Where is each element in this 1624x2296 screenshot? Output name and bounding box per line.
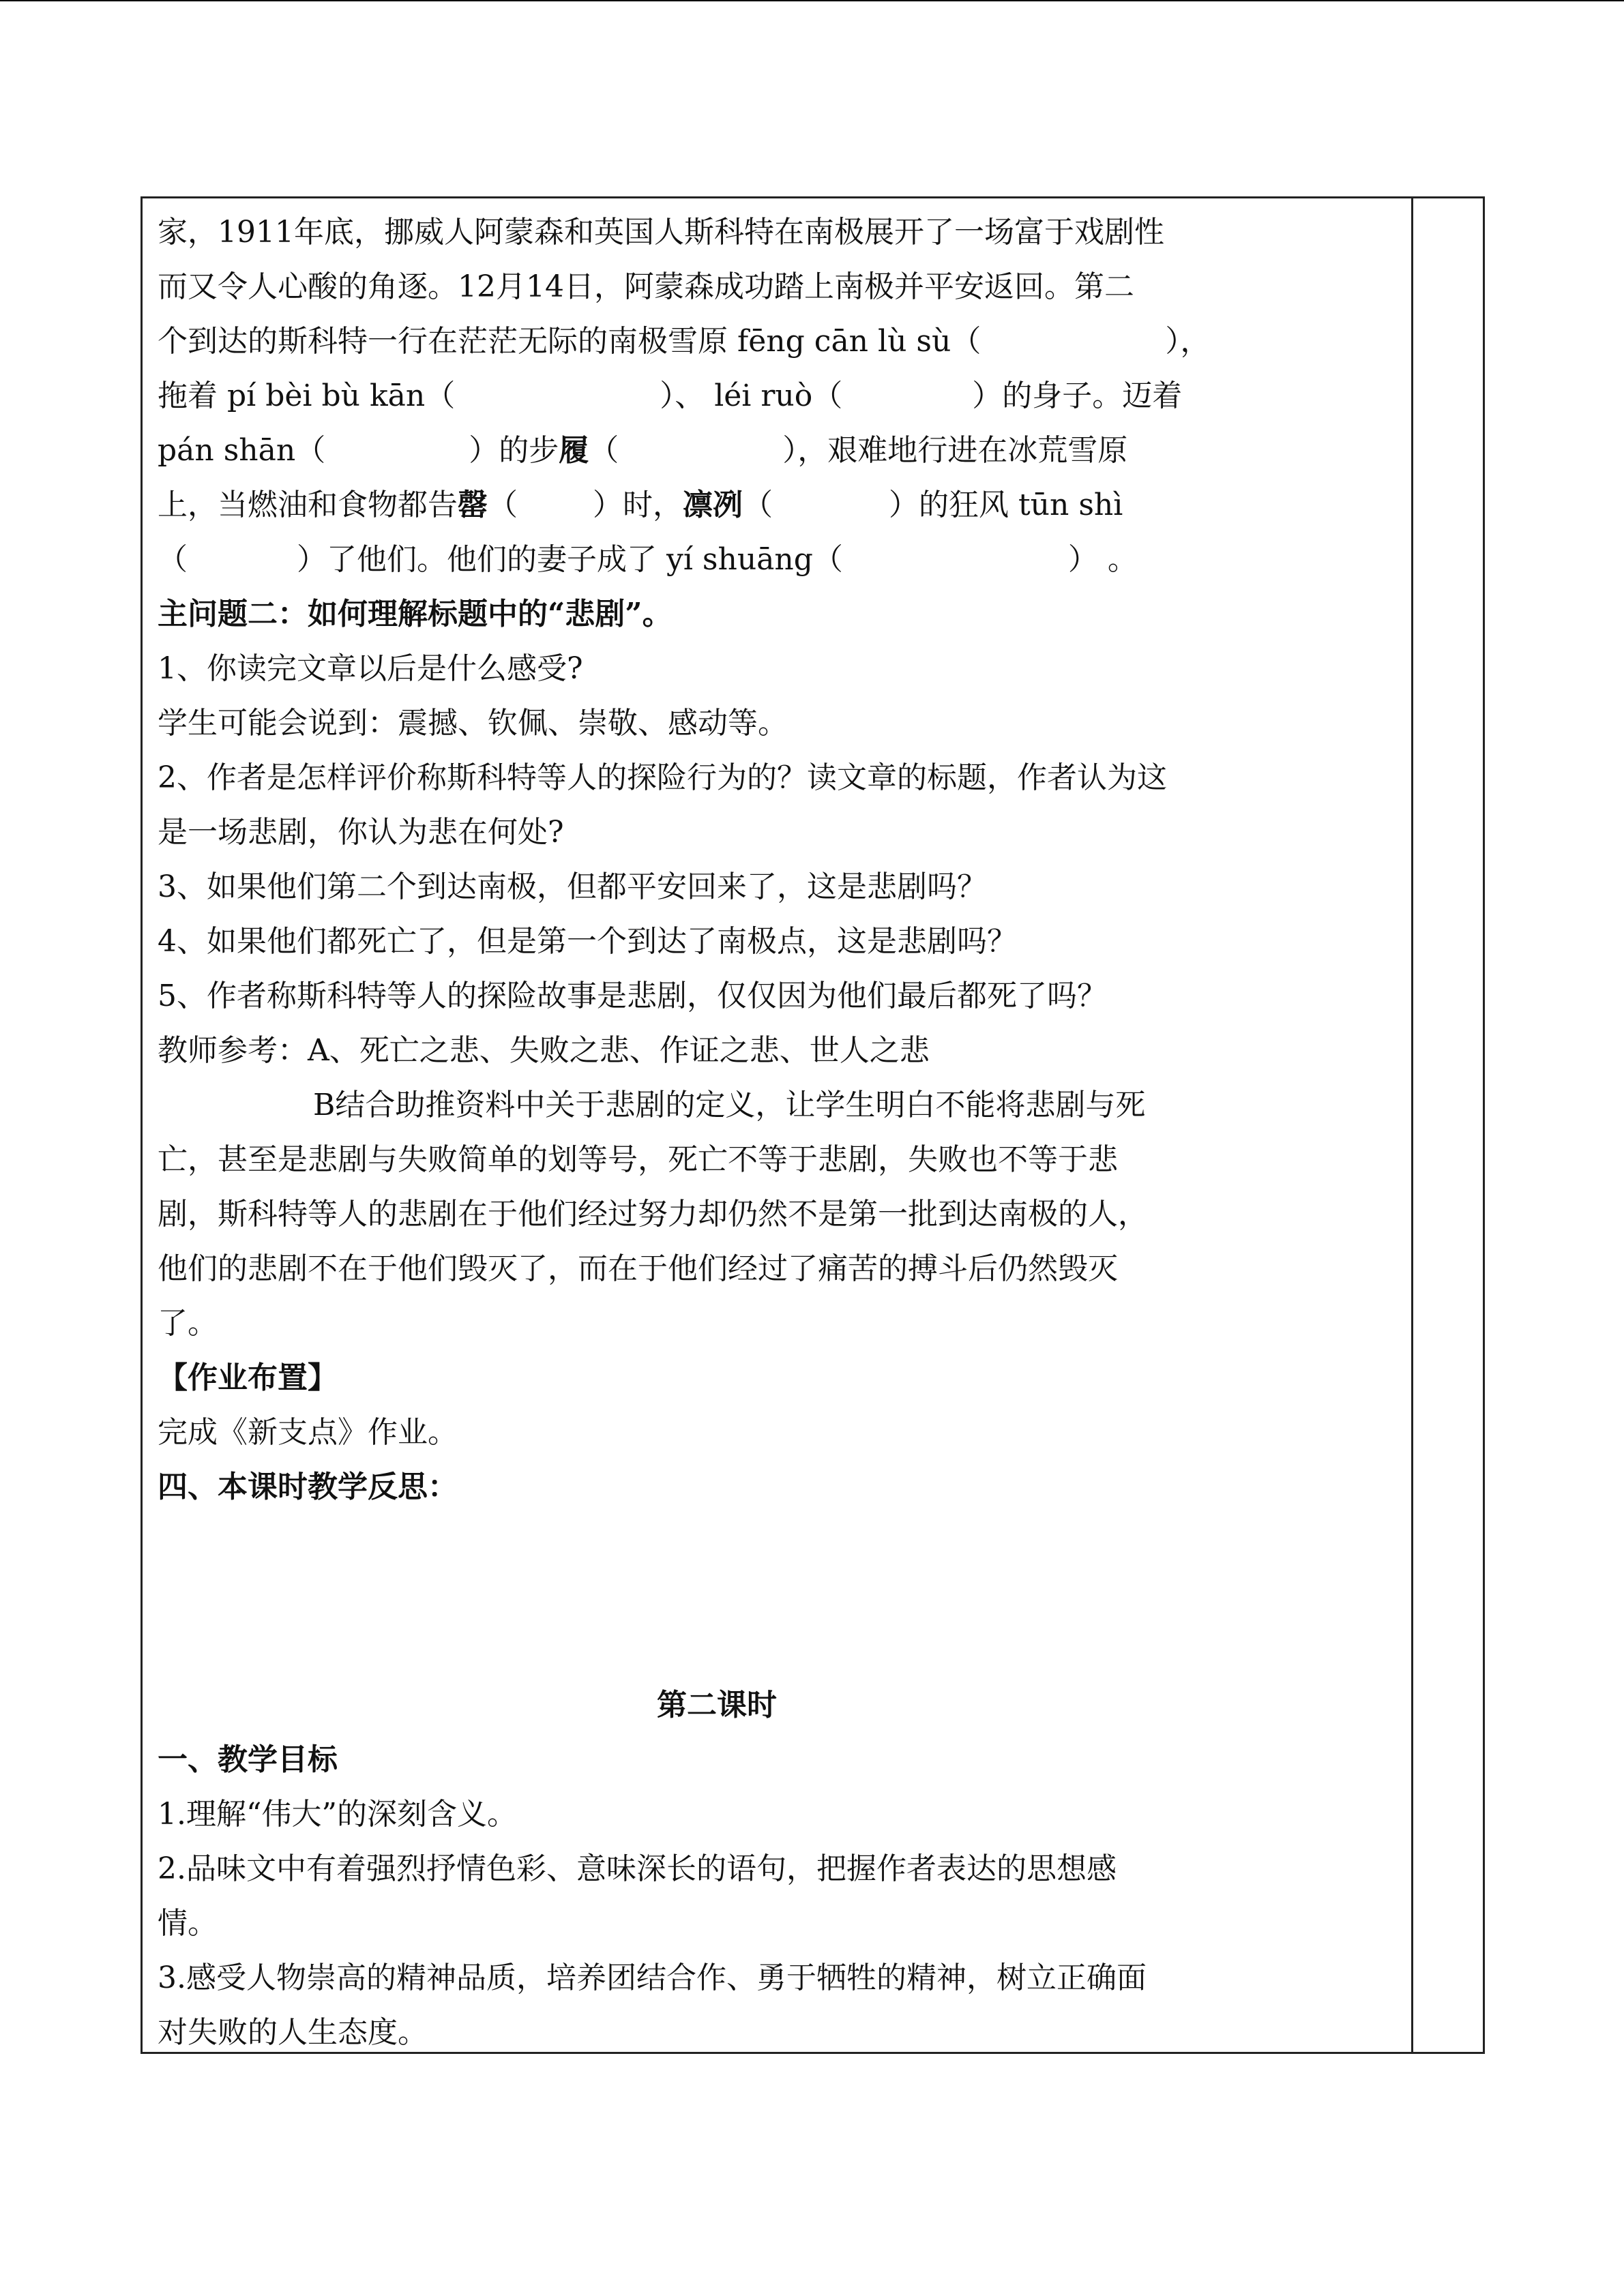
text-segment: 个到达的斯科特一行在茫茫无际的南极雪原 fēng cān lù sù（ xyxy=(158,324,981,359)
text-segment: ）时， xyxy=(593,488,683,522)
text-segment: ），艰难地行进在冰荒雪原 xyxy=(782,433,1128,468)
goal-item: 1.理解“伟大”的深刻含义。 xyxy=(158,1797,517,1832)
text-line xyxy=(158,314,1399,369)
text-segment: ）的狂风 tūn shì xyxy=(889,488,1123,522)
teacher-reference: 教师参考：A、死亡之悲、失败之悲、作证之悲、世人之悲 xyxy=(158,1033,930,1068)
text-line xyxy=(158,369,1399,423)
goal-item: 情。 xyxy=(158,1906,218,1941)
text-segment: 拖着 pí bèi bù kān（ xyxy=(158,378,456,413)
text-segment: ）的身子。迈着 xyxy=(972,378,1183,413)
section-heading: 主问题二：如何理解标题中的“悲剧”。 xyxy=(158,597,673,631)
text-line xyxy=(158,478,1399,533)
page-top-rule xyxy=(0,0,1624,1)
text-line: 而又令人心酸的角逐。12月14日，阿蒙森成功踏上南极并平安返回。第二 xyxy=(158,269,1134,304)
goal-item: 2.品味文中有着强烈抒情色彩、意味深长的语句，把握作者表达的思想感 xyxy=(158,1851,1117,1886)
teacher-reference: 剧，斯科特等人的悲剧在于他们经过努力却仍然不是第一批到达南极的人， xyxy=(158,1197,1148,1232)
lesson-content-cell xyxy=(158,205,1399,2060)
text-segment: （ xyxy=(589,433,619,468)
question: 4、如果他们都死亡了，但是第一个到达了南极点，这是悲剧吗？ xyxy=(158,924,1017,959)
lesson-title: 第二课时 xyxy=(657,1688,777,1723)
reflection-heading: 四、本课时教学反思： xyxy=(158,1470,458,1504)
question: 2、作者是怎样评价称斯科特等人的探险行为的？读文章的标题，作者认为这 xyxy=(158,760,1167,795)
question: 3、如果他们第二个到达南极，但都平安回来了，这是悲剧吗？ xyxy=(158,869,987,904)
section-heading: 一、教学目标 xyxy=(158,1742,338,1777)
text-segment: ）的步 xyxy=(469,433,559,468)
lesson-plan-table xyxy=(141,196,1485,2054)
homework-text: 完成《新支点》作业。 xyxy=(158,1415,458,1450)
question: 1、你读完文章以后是什么感受? xyxy=(158,651,583,686)
text-segment: 上，当燃油和食物都告 xyxy=(158,488,458,522)
text-line: 家，1911年底，挪威人阿蒙森和英国人斯科特在南极展开了一场富于戏剧性 xyxy=(158,215,1164,250)
text-segment: （ xyxy=(158,542,188,577)
text-segment: ） 。 xyxy=(1067,542,1138,577)
text-segment: ）， xyxy=(1165,324,1211,359)
teacher-reference: B结合助推资料中关于悲剧的定义，让学生明白不能将悲剧与死 xyxy=(313,1088,1146,1122)
blank-area xyxy=(158,1515,1399,1678)
bold-char: 罄 xyxy=(458,488,488,522)
goal-item: 3.感受人物崇高的精神品质，培养团结合作、勇于牺牲的精神，树立正确面 xyxy=(158,1960,1147,1995)
text-segment: （ xyxy=(488,488,518,522)
text-segment: （ xyxy=(743,488,773,522)
teacher-reference: 他们的悲剧不在于他们毁灭了，而在于他们经过了痛苦的搏斗后仍然毁灭 xyxy=(158,1251,1118,1286)
text-line xyxy=(158,533,1399,587)
question: 5、作者称斯科特等人的探险故事是悲剧，仅仅因为他们最后都死了吗？ xyxy=(158,979,1107,1013)
teacher-reference: 了。 xyxy=(158,1306,218,1341)
goal-item: 对失败的人生态度。 xyxy=(158,2015,428,2050)
question: 是一场悲剧，你认为悲在何处? xyxy=(158,815,564,850)
homework-heading: 【作业布置】 xyxy=(158,1360,338,1395)
column-divider xyxy=(1411,198,1413,2052)
text-segment: pán shān（ xyxy=(158,433,326,468)
answer: 学生可能会说到：震撼、钦佩、崇敬、感动等。 xyxy=(158,706,788,741)
bold-char: 履 xyxy=(559,433,589,468)
text-line xyxy=(158,423,1399,478)
teacher-reference: 亡，甚至是悲剧与失败简单的划等号，死亡不等于悲剧，失败也不等于悲 xyxy=(158,1142,1118,1177)
bold-word: 凛冽 xyxy=(683,488,743,522)
text-segment: ）了他们。他们的妻子成了 yí shuāng（ xyxy=(297,542,843,577)
text-segment: ）、 léi ruò（ xyxy=(660,378,843,413)
